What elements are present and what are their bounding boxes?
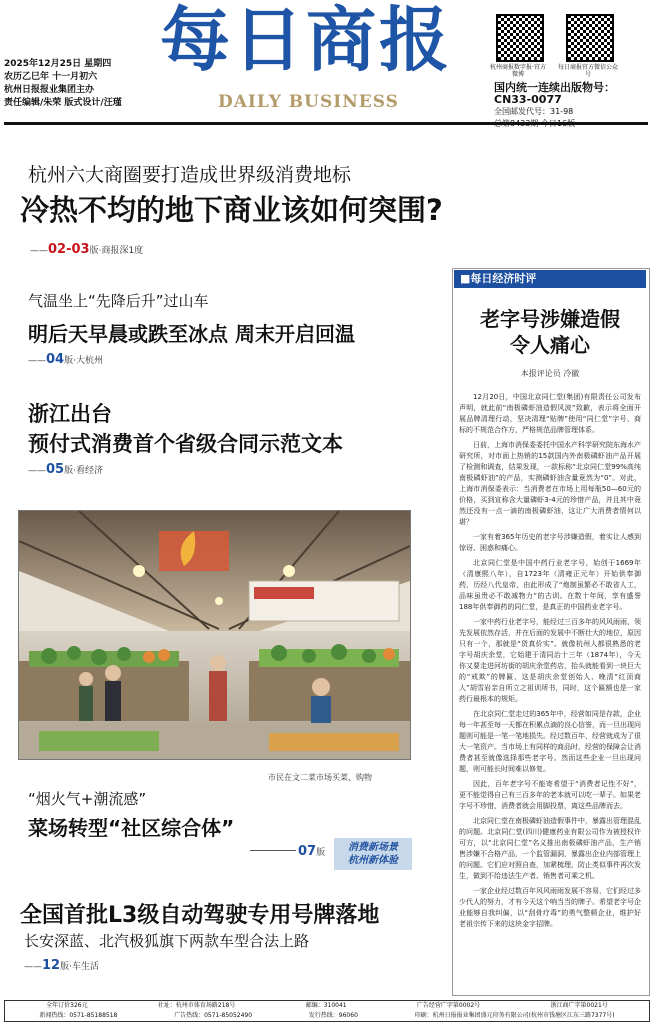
footer-info bbox=[4, 1000, 650, 1022]
footer-ad-hotline: 广告热线：0571-85052490 bbox=[174, 1012, 253, 1019]
footer-distribution-hotline: 发行热线：96060 bbox=[308, 1012, 358, 1019]
qr-code-1-label: 杭州商报数字报·官方微博 bbox=[490, 64, 546, 78]
ref-dash: —— bbox=[28, 466, 46, 476]
badge-line-2: 杭州新体验 bbox=[348, 855, 398, 866]
ref-page-number: 02-03 bbox=[48, 242, 90, 257]
story5-headline[interactable]: 全国首批L3级自动驾驶专用号牌落地 bbox=[20, 903, 380, 928]
footer-printer: 印刷：杭州日报报业集团盛元印务有限公司(杭州市钱塘区江东三路7377号) bbox=[414, 1012, 615, 1019]
market-photo[interactable] bbox=[18, 510, 411, 760]
ref-dash: —— bbox=[24, 962, 42, 972]
ref-page-number: 05 bbox=[46, 462, 65, 477]
ref-page-number: 12 bbox=[42, 958, 61, 973]
commentary-paragraph: 北京同仁堂在南极磷虾油造假事件中，暴露出管理混乱的问题。北京同仁堂(四川)健康药业有限公司作为被授权许可方，以“北京同仁堂”名义推出南极磷虾油产品，生产销售涉嫌不合格产品，一个监管漏洞，暴露出企业内部管理上的问题。它们应对照自查，加紧梳理，防止类似事件再次发生，做到不给违法生产者、销售者可乘之机。 bbox=[459, 817, 641, 880]
commentary-body bbox=[459, 392, 641, 934]
lead-kicker[interactable]: 杭州六大商圈要打造成世界级消费地标 bbox=[28, 164, 352, 186]
story4-headline[interactable]: 菜场转型“社区综合体” bbox=[28, 816, 235, 840]
commentary-paragraph: 12月20日，中国北京同仁堂(集团)有限责任公司发布声明，就此前“南极磷虾油造假风波”致歉，表示将全面开展品牌清理行动，坚决清理“贴牌”使用“同仁堂”字号、商标的不规范合作方，严格规范品牌管理体系。 bbox=[459, 393, 641, 434]
footer-ad-license-2: 浙江商广字第0021号 bbox=[550, 1002, 608, 1009]
publisher-line: 杭州日报报业集团主办 bbox=[4, 85, 95, 95]
commentary-paragraph: 一家企业经过数百年风风雨雨发展不容易，它们经过多少代人的努力，才有今天这个响当当的牌子。希望老字号企业能够自我纠偏，以“刮骨疗毒”的勇气整顿企业，维护好老祖宗传下来的这块金字招牌。 bbox=[459, 887, 641, 928]
story3-page-ref[interactable] bbox=[28, 462, 103, 477]
ref-page-number: 07 bbox=[298, 844, 317, 859]
footer-price: 全年订价326元 bbox=[46, 1002, 88, 1009]
ref-dash: —— bbox=[28, 356, 46, 366]
commentary-tag-label: 每日经济时评 bbox=[470, 272, 537, 285]
story2-page-ref[interactable] bbox=[28, 352, 103, 367]
commentary-paragraph: 因此，百年老字号不能寄希望于“消费者记性不好”，更不能觉得自己有三百多年的老本就可以吃一辈子。如果老字号不珍惜，消费者就会用脚投票，离这些品牌而去。 bbox=[459, 780, 641, 810]
masthead-date-block bbox=[4, 58, 122, 110]
qr-code-2-label: 每日商报官方微信公众号 bbox=[558, 64, 619, 78]
date-line: 2025年12月25日 星期四 bbox=[4, 59, 112, 69]
lead-page-ref[interactable] bbox=[30, 242, 143, 257]
commentary-paragraph: 一家中药行业老字号，能经过三百多年的风风雨雨，领先发展依然存活，并在后面的发展中不断壮大的地位，原因只有一个，那就是“货真价实”。就像杭州人都很熟悉的老字号胡庆余堂，它始建于清同治十三年（1874年），今天你又要走进河坊街的胡庆余堂药店，抬头就能看到一块巨大的“戒欺”的牌匾，这是胡庆余堂创始人、晚清“红顶商人”胡雪岩亲自所立之祖训所书，同时，这个匾额也是一家药行最根本的规矩。 bbox=[459, 618, 641, 703]
qr-code-icon bbox=[496, 14, 544, 62]
story4-page-ref[interactable] bbox=[298, 844, 325, 859]
ref-dash: —— bbox=[30, 246, 48, 256]
ref-page-label: 版·商报深1度 bbox=[89, 246, 144, 256]
story5-page-ref[interactable] bbox=[24, 958, 99, 973]
footer-row-1 bbox=[5, 1001, 649, 1011]
ref-page-number: 04 bbox=[46, 352, 65, 367]
commentary-paragraph: 在北京同仁堂走过的365年中，经营如同是存款，企业每一年甚至每一天都在积累点滴的良心信誉，而一旦出现问题则可能是一笔一笔地损失。经过数百年，经营就成为了很大一笔资产。当市场上有同样的商品时，经营的保障会让消费者甚至就像选择那些老字号。然而这些企业一旦出现问题，则可能长时间难以修复。 bbox=[459, 710, 641, 773]
commentary-title[interactable] bbox=[456, 306, 644, 358]
commentary-title-line-1: 老字号涉嫌造假 bbox=[480, 307, 620, 331]
story3-headline-line2[interactable]: 预付式消费首个省级合同示范文本 bbox=[28, 432, 343, 456]
commentary-title-line-2: 令人痛心 bbox=[510, 333, 590, 357]
ref-page-label: 版·看经济 bbox=[64, 466, 103, 476]
masthead-subtitle: DAILY BUSINESS bbox=[218, 92, 399, 112]
ref-page-label: 版 bbox=[316, 848, 326, 858]
commentary-paragraph: 日前，上海市消保委委托中国水产科学研究院东海水产研究所，对市面上热销的15款国内外南极磷虾油产品开展了检测和调查，结果发现，一款标称“北京同仁堂99%高纯南极磷虾油”的产品，实测磷虾油含量竟然为“0”。对此，上海市消保委表示：当消费者在市场上用每瓶50—60元的价格，买到宣称含大量磷虾3-4元的珍惜产品，并且其中竟然还没有一点一滴的南极磷虾油，这让广大消费者情何以堪？ bbox=[459, 441, 641, 526]
footer-ad-license: 广告经营广字第0002号 bbox=[416, 1002, 481, 1009]
qr-code-icon bbox=[566, 14, 614, 62]
footer-postcode: 邮编：310041 bbox=[305, 1002, 347, 1009]
lunar-date-line: 农历乙巳年 十一月初六 bbox=[4, 72, 98, 82]
masthead-rule bbox=[4, 122, 648, 125]
commentary-paragraph: 北京同仁堂是中国中药行业老字号，始创于1669年（清康熙八年），自1723年（清雍正元年）开始供奉御药，历经八代皇帝，由此形成了“炮制虽繁必不敢省人工，品味虽贵必不敢减物力”的古训。在数十年间，享有盛誉188年供奉御药的同仁堂，是真正的中国药业老字号。 bbox=[459, 559, 641, 611]
commentary-paragraph: 一家有着365年历史的老字号涉嫌造假，着实让人感到惊讶、困惑和痛心。 bbox=[459, 533, 641, 552]
story2-kicker[interactable]: 气温坐上“先降后升”过山车 bbox=[28, 292, 209, 310]
square-icon: ■ bbox=[460, 272, 471, 285]
story4-ref-line bbox=[250, 850, 296, 851]
footer-news-hotline: 新闻热线：0571-85188518 bbox=[39, 1012, 118, 1019]
cn-number: 国内统一连续出版物号：CN33-0077 bbox=[494, 81, 615, 106]
editors-line: 责任编辑/朱荣 版式设计/汪瑾 bbox=[4, 98, 122, 108]
story4-kicker[interactable]: “烟火气+潮流感” bbox=[28, 790, 147, 808]
qr-code-2[interactable] bbox=[566, 14, 614, 62]
market-photo-illustration bbox=[19, 511, 410, 759]
story2-headline[interactable]: 明后天早晨或跌至冰点 周末开启回温 bbox=[28, 322, 355, 346]
commentary-author: 本报评论员 冷徽 bbox=[520, 369, 580, 378]
footer-address: 社址：杭州市体育场路218号 bbox=[157, 1002, 236, 1009]
special-section-badge[interactable] bbox=[334, 838, 412, 870]
story3-headline-line1[interactable]: 浙江出台 bbox=[28, 402, 112, 426]
story5-subhead[interactable]: 长安深蓝、北汽极狐旗下两款车型合法上路 bbox=[24, 932, 310, 950]
qr-code-1[interactable] bbox=[496, 14, 544, 62]
ref-page-label: 版·大杭州 bbox=[64, 356, 103, 366]
masthead-title: 每日商报 bbox=[160, 0, 452, 81]
photo-caption: 市民在文二菜市场买菜、购物 bbox=[268, 773, 372, 782]
lead-headline[interactable]: 冷热不均的地下商业该如何突围? bbox=[20, 193, 443, 227]
commentary-tag bbox=[454, 270, 646, 288]
ref-page-label: 版·车生活 bbox=[60, 962, 99, 972]
post-code: 全国邮发代号：31-98 bbox=[494, 107, 574, 116]
badge-line-1: 消费新场景 bbox=[348, 842, 398, 853]
footer-row-2 bbox=[5, 1011, 649, 1021]
